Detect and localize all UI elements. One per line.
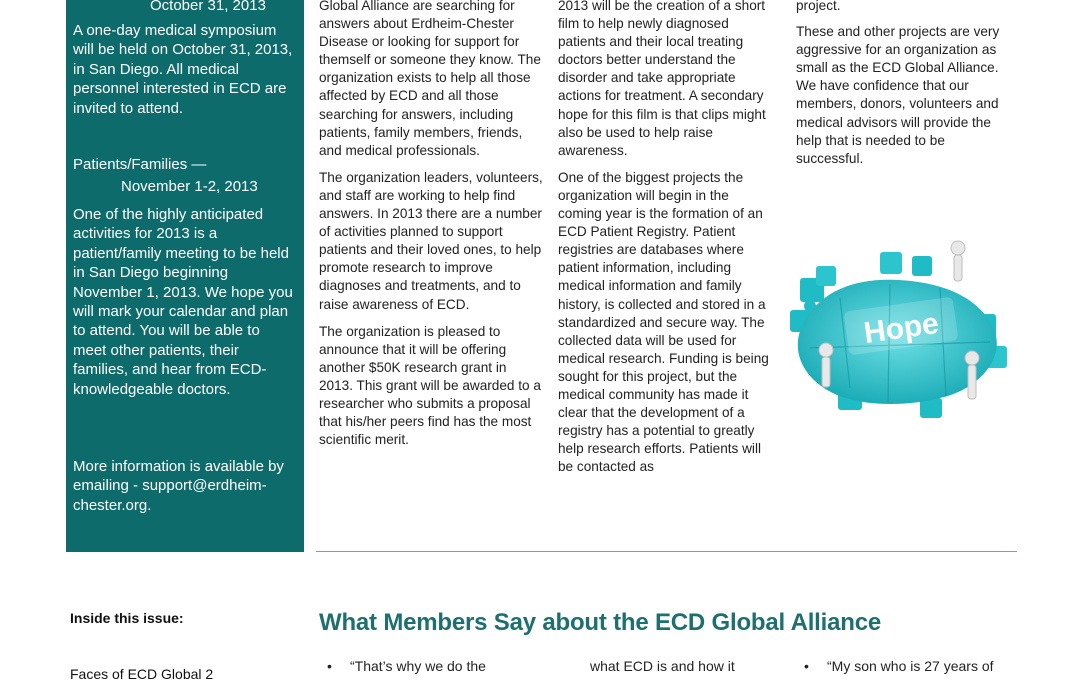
member-quote-2: • “My son who is 27 years of xyxy=(827,658,994,674)
article-column-2 xyxy=(558,0,774,485)
more-info-text: More information is available by emailing - support@erdheim-chester.org. xyxy=(73,458,284,514)
patients-families-text: One of the highly anticipated activities for 2013 is a patient/family meeting to be held in San Diego beginning November 1, 2013. We hope you will mark your calendar and plan to attend. You will be able to meet other patients, their families, and hear from ECD-knowledgeable doctors. xyxy=(73,206,293,398)
patients-families-heading xyxy=(73,154,297,198)
members-say-title: What Members Say about the ECD Global Alliance xyxy=(319,609,882,636)
hope-puzzle-illustration xyxy=(780,238,1016,434)
col1-paragraph-1: Global Alliance are searching for answers about Erdheim-Chester Disease or looking for support for themself or someone they know. The organization exists to help all those affected by ECD and all those searching for answers, including patients, family members, friends, and medical professionals. xyxy=(319,0,541,158)
symposium-date: October 31, 2013 xyxy=(150,0,266,14)
member-quote-1: • “That’s why we do the xyxy=(350,658,486,674)
symposium-text: A one-day medical symposium will be held on October 31, 2013, in San Diego. All medical personnel interested in ECD are invited to attend. xyxy=(73,22,293,117)
col1-paragraph-2: The organization leaders, volunteers, and staff are working to help find answers. In 2013 there are a number of activities planned to support patients and their loved ones, to help promote research to improve diagnoses and treatments, and to raise awareness of ECD. xyxy=(319,169,543,312)
section-divider xyxy=(316,551,1017,552)
member-quote-continuation: what ECD is and how it xyxy=(590,658,735,674)
events-sidebar xyxy=(66,0,304,552)
inside-this-issue-heading: Inside this issue: xyxy=(70,610,184,626)
hope-word: Hope xyxy=(861,306,941,351)
toc-item: Faces of ECD Global 2 xyxy=(70,666,214,682)
col1-paragraph-3: The organization is pleased to announce that it will be offering another $50K research grant in 2013. This grant will be awarded to a researcher who submits a proposal that his/her peers find has the most scientific merit. xyxy=(319,323,541,448)
patients-heading-line1: Patients/Families — xyxy=(73,156,207,173)
col3-paragraph-0: project. xyxy=(796,0,841,13)
article-column-3 xyxy=(796,0,1010,177)
article-column-1 xyxy=(319,0,544,458)
col2-paragraph-1: 2013 will be the creation of a short film to help newly diagnosed patients and their local treating doctors better understand the disorder and take appropriate actions for treatment. A secondary hope for this film is that clips might also be used to help raise awareness. xyxy=(558,0,766,158)
patients-heading-line2: November 1-2, 2013 xyxy=(121,178,258,195)
col3-paragraph-1: These and other projects are very aggressive for an organization as small as the ECD Global Alliance. We have confidence that our members, donors, volunteers and medical advisors will provide the help that is needed to be successful. xyxy=(796,24,1000,166)
col2-paragraph-2: One of the biggest projects the organization will begin in the coming year is the formation of an ECD Patient Registry. Patient registries are databases where patient information, including medical information and family history, is collected and stored in a standardized and secure way. The collected data will be used for medical research. Funding is being sought for this project, but the medical community has made it clear that the development of a registry has a potential to greatly help research efforts. Patients will be contacted as xyxy=(558,169,769,475)
